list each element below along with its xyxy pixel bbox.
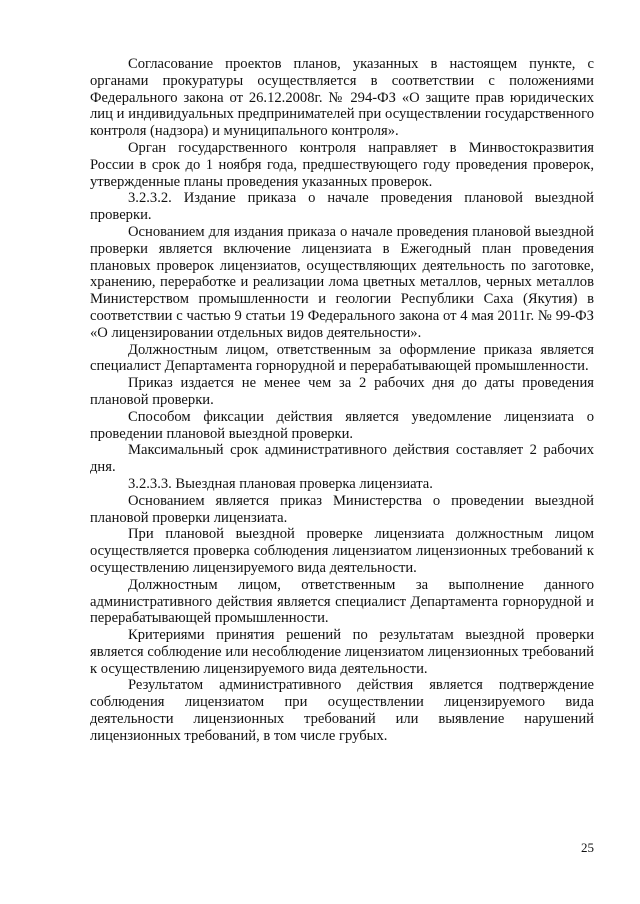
section-heading: 3.2.3.3. Выездная плановая проверка лицензиата.	[128, 475, 433, 492]
paragraph: Основанием является приказ Министерства о проведении выездной плановой проверки лицензиата.	[90, 492, 594, 526]
section-heading: 3.2.3.2. Издание приказа о начале проведения плановой выездной проверки.	[90, 190, 594, 224]
paragraph: Орган государственного контроля направляет в Минвостокразвития России в срок до 1 ноября года, предшествующего году проведения проверок, утвержденные планы проведения указанных проверок.	[90, 139, 594, 190]
paragraph: Основанием для издания приказа о начале проведения плановой выездной проверки является включение лицензиата в Ежегодный план проведения плановых проверок лицензиатов, осуществляющих деятельность по заготовке, хранению, переработке и реализации лома цветных металлов, черных металлов Министерством промышленности и геологии Республики Саха (Якутия) в соответствии с частью 9 статьи 19 Федерального закона от 4 мая 2011г. № 99-ФЗ «О лицензировании отдельных видов деятельности».	[90, 223, 594, 341]
page-number: 25	[581, 840, 594, 855]
paragraph: Способом фиксации действия является уведомление лицензиата о проведении плановой выездной проверки.	[90, 408, 594, 442]
paragraph: Должностным лицом, ответственным за оформление приказа является специалист Департамента горнорудной и перерабатывающей промышленности.	[90, 341, 594, 375]
paragraph: Результатом административного действия является подтверждение соблюдения лицензиатом при осуществлении лицензируемого вида деятельности лицензионных требований или выявление нарушений лицензионных требований, в том числе грубых.	[90, 677, 594, 744]
paragraph: Должностным лицом, ответственным за выполнение данного административного действия является специалист Департамента горнорудной и перерабатывающей промышленности.	[90, 576, 594, 627]
paragraph: Максимальный срок административного действия составляет 2 рабочих дня.	[90, 442, 594, 476]
paragraph: Приказ издается не менее чем за 2 рабочих дня до даты проведения плановой проверки.	[90, 375, 594, 408]
paragraph: Согласование проектов планов, указанных в настоящем пункте, с органами прокуратуры осуществляется в соответствии с положениями Федерального закона от 26.12.2008г. № 294-ФЗ «О защите прав юридических лиц и индивидуальных предпринимателей при осуществлении государственного контроля (надзора) и муниципального контроля».	[90, 56, 594, 140]
document-body	[90, 56, 594, 745]
paragraph: Критериями принятия решений по результатам выездной проверки является соблюдение или несоблюдение лицензиатом лицензионных требований к осуществлению лицензируемого вида деятельности.	[90, 627, 594, 677]
paragraph: При плановой выездной проверке лицензиата должностным лицом осуществляется проверка соблюдения лицензиатом лицензионных требований к осуществлению лицензируемого вида деятельности.	[90, 526, 594, 576]
